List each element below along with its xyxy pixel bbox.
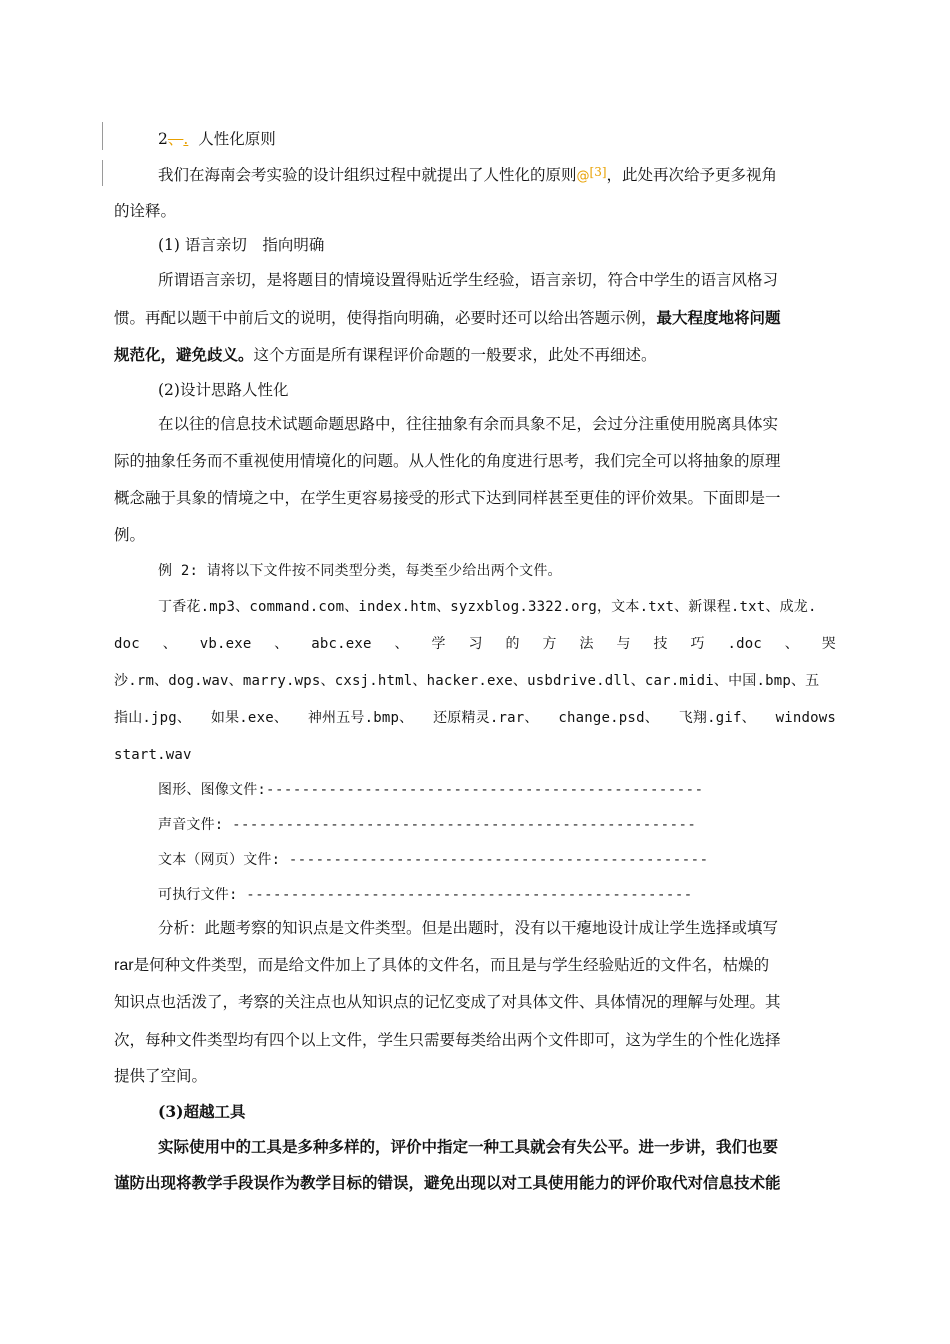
paragraph-text: 是何种文件类型，而是给文件加上了具体的文件名，而且是与学生经验贴近的文件名，枯燥的 [133, 956, 770, 974]
example-token: 、 [162, 636, 177, 652]
paragraph-line: 谨防出现将教学手段误作为教学目标的错误，避免出现以对工具使用能力的评价取代对信息技术能 [114, 1173, 781, 1192]
example-token: 指山.jpg、 [114, 710, 192, 726]
example-token: doc [114, 636, 140, 652]
example-line: 丁香花.mp3、command.com、index.htm、syzxblog.3322.org，文本.txt、新课程.txt、成龙. [158, 599, 817, 615]
example-token: 如果.exe、 [210, 710, 289, 726]
blank-label: 可执行文件: [158, 887, 247, 903]
example-token: windows [775, 710, 836, 726]
example-token: 哭 [821, 636, 836, 652]
section-title: 人性化原则 [198, 130, 276, 148]
answer-blank-audio [158, 815, 836, 835]
example-title: 例 2: 请将以下文件按不同类型分类，每类至少给出两个文件。 [158, 563, 562, 579]
paragraph-line: 实际使用中的工具是多种多样的，评价中指定一种工具就会有失公平。进一步讲，我们也要 [158, 1137, 779, 1156]
example-token: change.psd、 [558, 710, 659, 726]
section-number: 2 [158, 130, 168, 148]
paragraph-line [114, 955, 836, 976]
paragraph-line: 的诠释。 [114, 202, 177, 220]
example-token: vb.exe [199, 636, 252, 652]
paragraph-line: 例。 [114, 526, 146, 544]
example-token: abc.exe [311, 636, 372, 652]
answer-blank-text [158, 850, 836, 870]
paragraph-line: 次，每种文件类型均有四个以上文件，学生只需要每类给出两个文件即可，这为学生的个性化选择 [114, 1031, 781, 1049]
subsection-title: (2)设计思路人性化 [158, 381, 289, 399]
paragraph-line: 分析：此题考察的知识点是文件类型。但是出题时，没有以干瘪地设计成让学生选择或填写 [158, 919, 779, 937]
revision-change-bar [102, 122, 103, 150]
example-line: 沙.rm、dog.wav、marry.wps、cxsj.html、hacker.exe、usbdrive.dll、car.midi、中国.bmp、五 [114, 673, 820, 689]
example-token: 还原精灵.rar、 [433, 710, 539, 726]
example-token: 法 [579, 636, 594, 652]
example-token: 习 [468, 636, 483, 652]
example-token: 、 [784, 636, 799, 652]
paragraph-text: 惯。再配以题干中前后文的说明，使得指向明确，必要时还可以给出答题示例， [114, 309, 657, 327]
citation[interactable]: [3] [589, 165, 607, 179]
example-token: 巧 [690, 636, 705, 652]
example-line: start.wav [114, 747, 192, 763]
answer-blank-graphics [158, 780, 836, 800]
blank-line[interactable]: ----------------------------------------------- [288, 852, 709, 868]
paragraph-line [158, 165, 836, 187]
example-line [114, 708, 836, 728]
paragraph-line: 提供了空间。 [114, 1067, 208, 1085]
example-token: .doc [727, 636, 762, 652]
paragraph-line: 际的抽象任务而不重视使用情境化的问题。从人性化的角度进行思考，我们完全可以将抽象的原理 [114, 452, 781, 470]
example-token: 技 [653, 636, 668, 652]
comment-anchor-icon[interactable]: @ [576, 169, 590, 184]
intro-text: 我们在海南会考实验的设计组织过程中就提出了人性化的原则 [158, 166, 577, 184]
example-token: 飞翔.gif、 [678, 710, 756, 726]
emphasis-text: 最大程度地将问题 [656, 308, 781, 327]
blank-label: 文本（网页）文件: [158, 852, 289, 868]
example-line [114, 634, 836, 654]
intro-text: ，此处再次给予更多视角 [606, 166, 778, 184]
example-token: 神州五号.bmp、 [307, 710, 414, 726]
paragraph-line: 所谓语言亲切，是将题目的情境设置得贴近学生经验，语言亲切，符合中学生的语言风格习 [158, 271, 779, 289]
paragraph-line: 概念融于具象的情境之中，在学生更容易接受的形式下达到同样甚至更佳的评价效果。下面即是一 [114, 489, 781, 507]
blank-label: 图形、图像文件: [158, 782, 267, 798]
paragraph-line [114, 345, 836, 365]
paragraph-line: 知识点也活泼了，考察的关注点也从知识点的记忆变成了对具体文件、具体情况的理解与处理。其 [114, 993, 781, 1011]
paragraph-line [114, 308, 836, 328]
section-heading [158, 129, 836, 149]
revision-deleted-text: 、 [167, 130, 184, 148]
subsection-title: (1) 语言亲切 指向明确 [158, 236, 325, 254]
paragraph-line: 在以往的信息技术试题命题思路中，往往抽象有余而具象不足，会过分注重使用脱离具体实 [158, 415, 779, 433]
example-token: 的 [505, 636, 520, 652]
emphasis-text: 规范化，避免歧义。 [114, 345, 254, 364]
paragraph-text: 这个方面是所有课程评价命题的一般要求，此处不再细述。 [253, 346, 657, 364]
example-token: 方 [542, 636, 557, 652]
blank-line[interactable]: -------------------------------------------------- [246, 887, 693, 903]
example-token: 、 [274, 636, 289, 652]
example-token: 学 [431, 636, 446, 652]
example-token: 、 [394, 636, 409, 652]
answer-blank-executable [158, 885, 836, 905]
blank-line[interactable]: ------------------------------------------------- [266, 782, 704, 798]
revision-inserted-text: . [183, 130, 189, 148]
blank-label: 声音文件: [158, 817, 233, 833]
example-token: 与 [616, 636, 631, 652]
revision-change-bar [102, 160, 103, 186]
subsection-title: (3)超越工具 [158, 1102, 246, 1121]
paragraph-text: rar [114, 957, 134, 974]
blank-line[interactable]: ---------------------------------------------------- [232, 817, 697, 833]
